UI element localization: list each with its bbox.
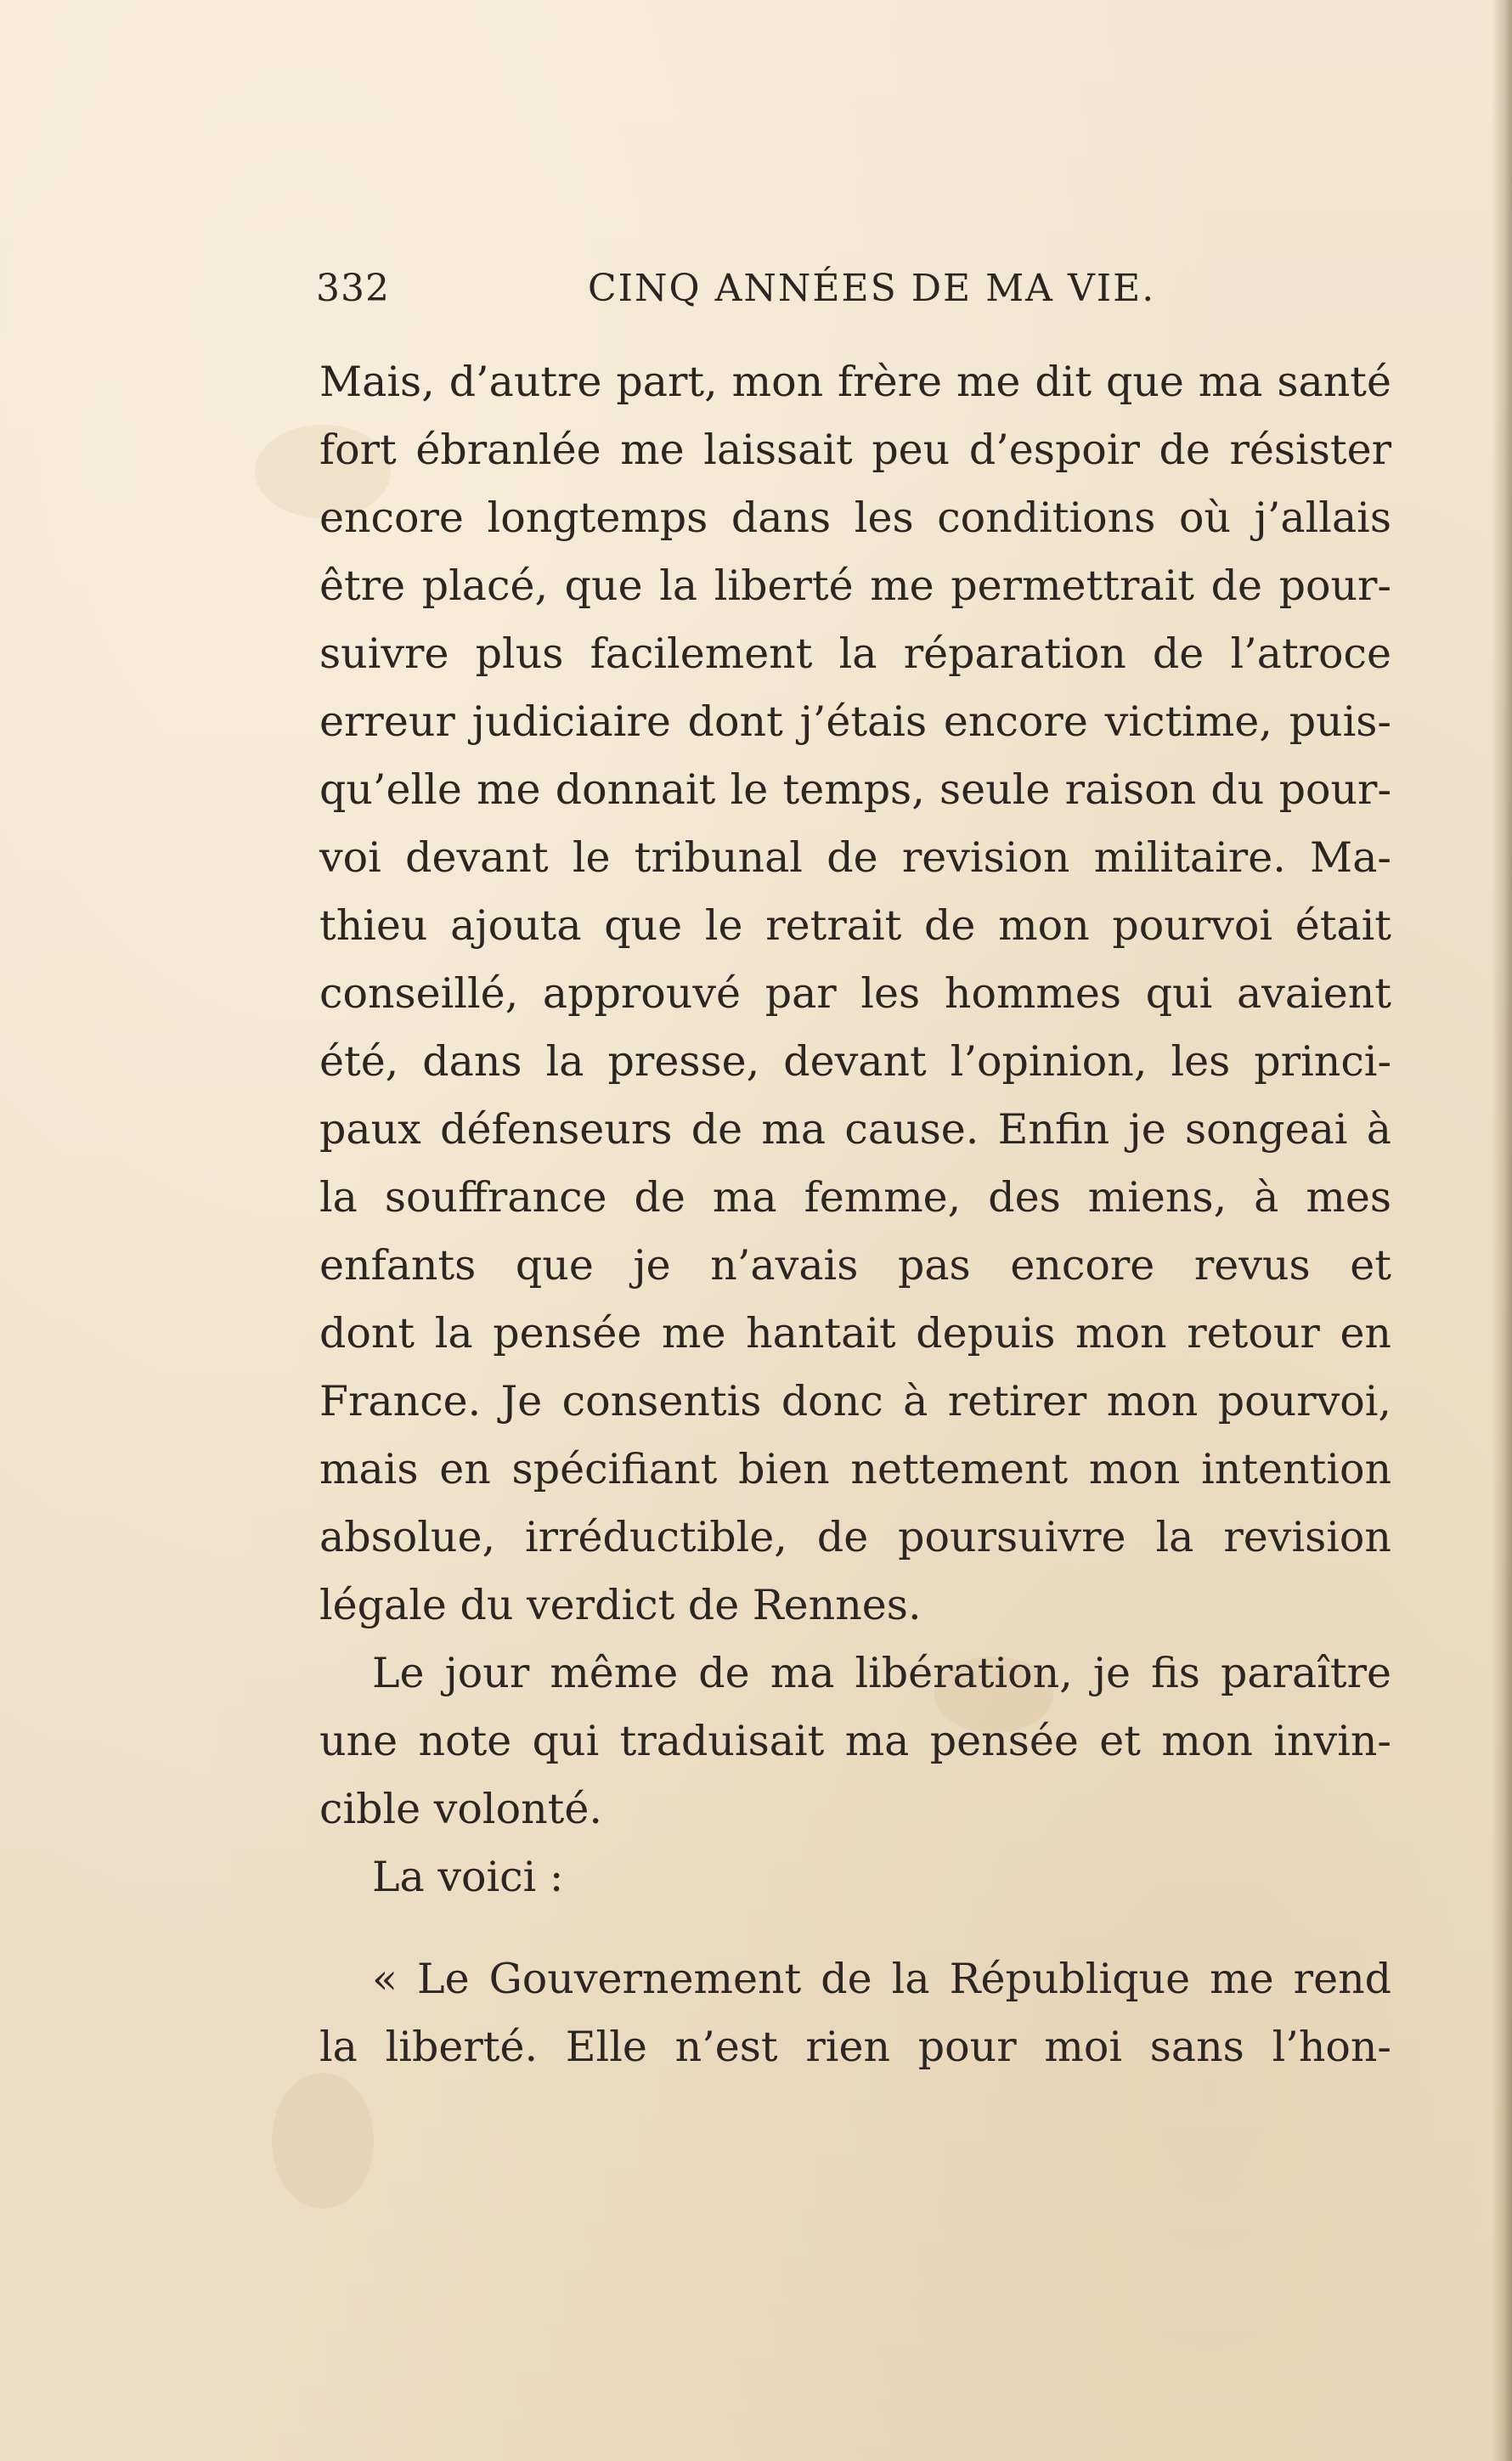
text-line: La voici : <box>372 1853 564 1901</box>
text-line: paux défenseurs de ma cause. Enfin je songeai à <box>319 1105 1391 1154</box>
text-line: été, dans la presse, devant l’opinion, les princi- <box>319 1037 1391 1086</box>
paragraph-gap <box>319 1911 1391 1945</box>
text-line: mais en spécifiant bien nettement mon intention <box>319 1445 1391 1493</box>
text-line: fort ébranlée me laissait peu d’espoir de résister <box>319 426 1391 474</box>
running-title: CINQ ANNÉES DE MA VIE. <box>588 267 1156 310</box>
page-header <box>316 263 1391 323</box>
body-text <box>319 348 1391 2081</box>
text-line: Le jour même de ma libération, je fis paraître <box>372 1649 1391 1697</box>
text-line: encore longtemps dans les conditions où j’allais <box>319 494 1391 542</box>
paper-stain <box>272 2073 374 2209</box>
text-line: qu’elle me donnait le temps, seule raison du pour- <box>319 765 1391 814</box>
text-line: absolue, irréductible, de poursuivre la revision <box>319 1513 1391 1561</box>
text-line: France. Je consentis donc à retirer mon pourvoi, <box>319 1377 1391 1425</box>
text-line: enfants que je n’avais pas encore revus et <box>319 1241 1391 1290</box>
text-line: suivre plus facilement la réparation de l’atroce <box>319 629 1391 678</box>
text-line: une note qui traduisait ma pensée et mon invin- <box>319 1717 1391 1765</box>
text-line: légale du verdict de Rennes. <box>319 1581 922 1629</box>
text-line: erreur judiciaire dont j’étais encore victime, puis- <box>319 697 1391 746</box>
text-line: être placé, que la liberté me permettrait de pour- <box>319 562 1391 610</box>
text-line: thieu ajouta que le retrait de mon pourvoi était <box>319 901 1391 950</box>
text-line: voi devant le tribunal de revision militaire. Ma- <box>319 833 1391 882</box>
text-line: la souffrance de ma femme, des miens, à mes <box>319 1173 1391 1222</box>
page-number: 332 <box>316 267 390 310</box>
text-line: cible volonté. <box>319 1785 602 1833</box>
text-line: « Le Gouvernement de la République me rend <box>372 1955 1391 2003</box>
page-edge-shadow <box>1492 0 1512 2461</box>
text-line: Mais, d’autre part, mon frère me dit que ma santé <box>319 358 1391 406</box>
text-line: la liberté. Elle n’est rien pour moi sans l’hon- <box>319 2023 1391 2071</box>
text-line: dont la pensée me hantait depuis mon retour en <box>319 1309 1391 1358</box>
text-line: conseillé, approuvé par les hommes qui avaient <box>319 969 1391 1018</box>
